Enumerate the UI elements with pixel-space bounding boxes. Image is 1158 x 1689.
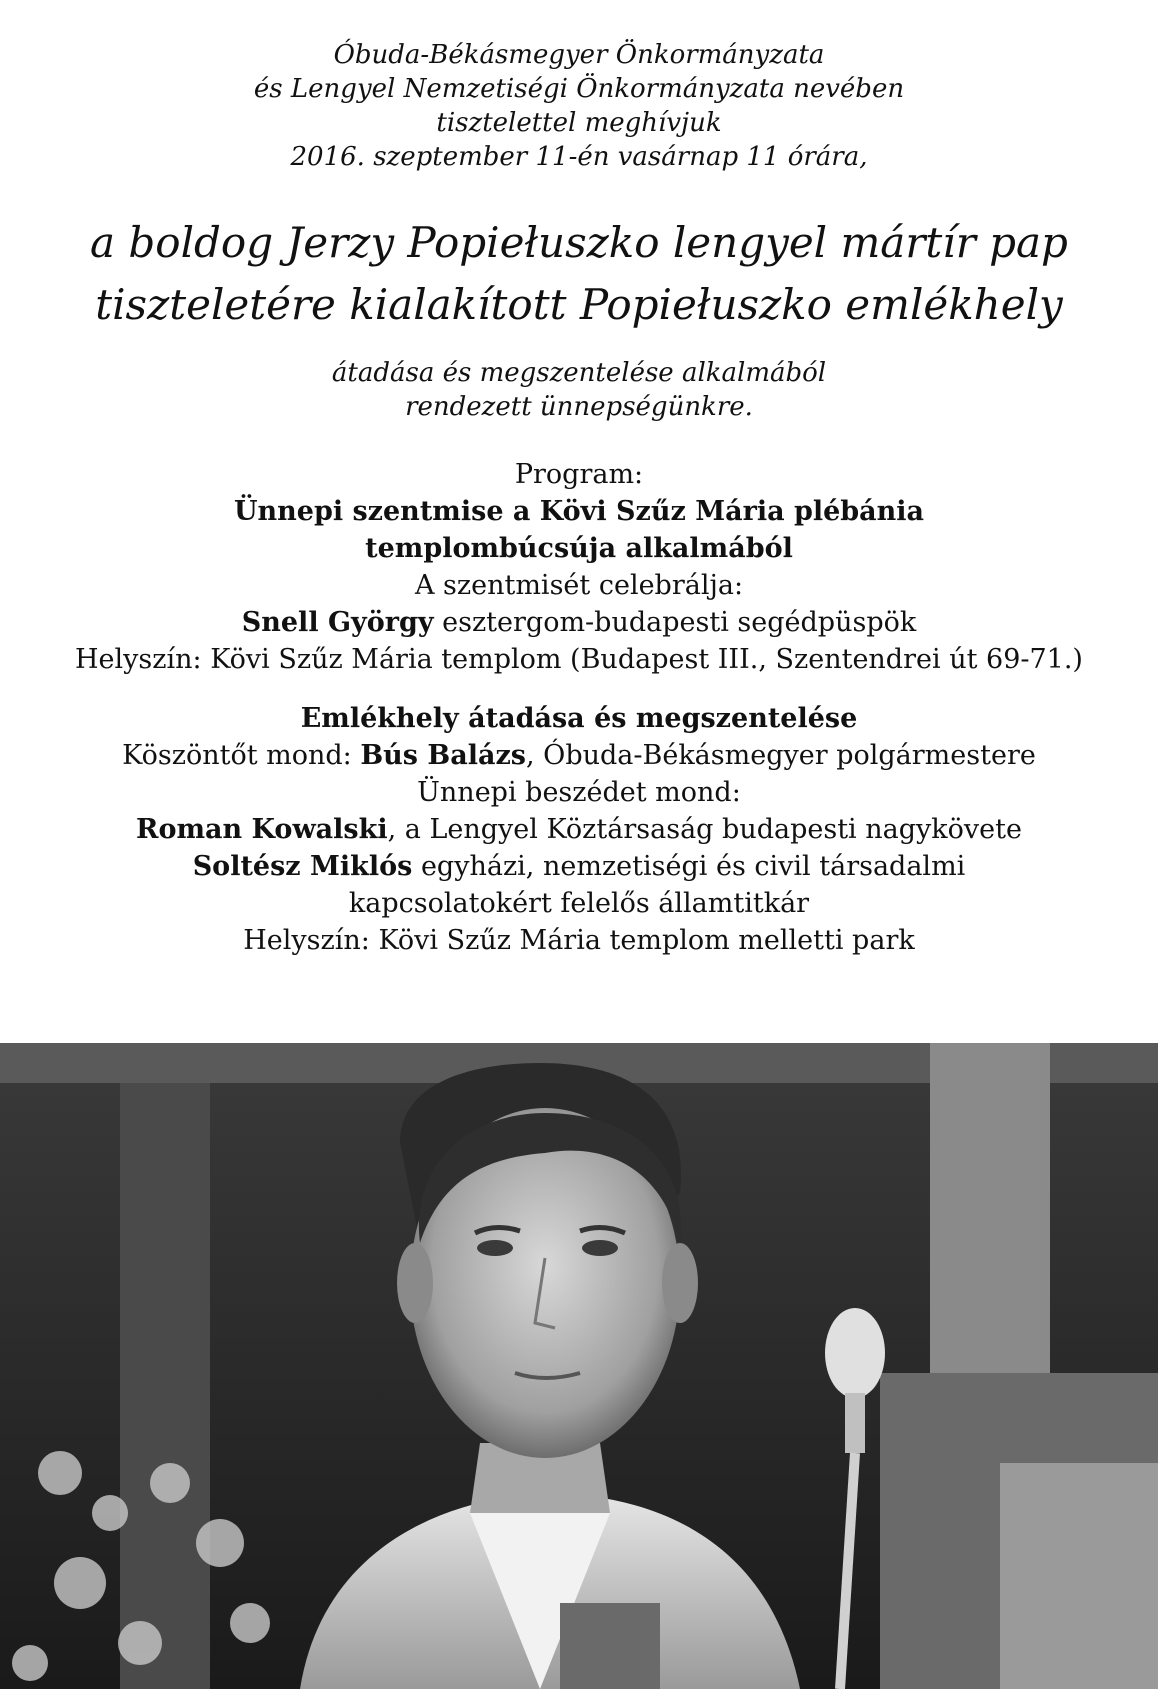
speaker1-line: Roman Kowalski, a Lengyel Köztársaság budapesti nagykövete <box>136 814 1022 845</box>
mass-title-2: templombúcsúja alkalmából <box>365 533 793 564</box>
date-line: 2016. szeptember 11-én vasárnap 11 órára, <box>290 142 868 172</box>
headline-line-1: a boldog Jerzy Popiełuszko lengyel mártír pap <box>90 218 1068 267</box>
speaker2-line-2: kapcsolatokért felelős államtitkár <box>348 888 810 919</box>
celebrant-line <box>0 604 1158 641</box>
program-label: Program: <box>514 459 644 490</box>
mass-title-1: Ünnepi szentmise a Kövi Szűz Mária plébánia <box>233 496 925 527</box>
invite-line: tisztelettel meghívjuk <box>436 108 722 138</box>
speech-label: Ünnepi beszédet mond: <box>417 777 741 808</box>
speaker2-line: Soltész Miklós egyházi, nemzetiségi és civil társadalmi <box>192 851 966 882</box>
program-block <box>0 456 1158 959</box>
memorial-location: Helyszín: Kövi Szűz Mária templom melletti park <box>243 925 915 956</box>
speaker1-name: Roman Kowalski <box>136 814 388 845</box>
memorial-title: Emlékhely átadása és megszentelése <box>300 703 858 734</box>
occasion-line-1: átadása és megszentelése alkalmából <box>331 358 827 388</box>
celebrant-name: Snell György <box>241 607 434 638</box>
occasion-line-2: rendezett ünnepségünkre. <box>405 392 753 422</box>
speaker2-name: Soltész Miklós <box>192 851 413 882</box>
celebrant-role: esztergom-budapesti segédpüspök <box>433 607 917 638</box>
mass-location: Helyszín: Kövi Szűz Mária templom (Budapest III., Szentendrei út 69-71.) <box>75 644 1083 675</box>
greeting-name: Bús Balázs <box>360 740 527 771</box>
host-line-2: és Lengyel Nemzetiségi Önkormányzata nevében <box>253 74 905 104</box>
portrait-illustration <box>0 1043 1158 1689</box>
headline <box>0 212 1158 336</box>
greeting-line: Köszöntőt mond: Bús Balázs, Óbuda-Békásmegyer polgármestere <box>122 740 1036 771</box>
headline-line-2: tiszteletére kialakított Popiełuszko emlékhely <box>95 280 1063 329</box>
portrait-photo <box>0 1043 1158 1689</box>
host-line-1: Óbuda-Békásmegyer Önkormányzata <box>333 40 825 70</box>
occasion-block <box>0 356 1158 424</box>
celebrant-label: A szentmisét celebrálja: <box>414 570 744 601</box>
intro-block <box>0 38 1158 174</box>
